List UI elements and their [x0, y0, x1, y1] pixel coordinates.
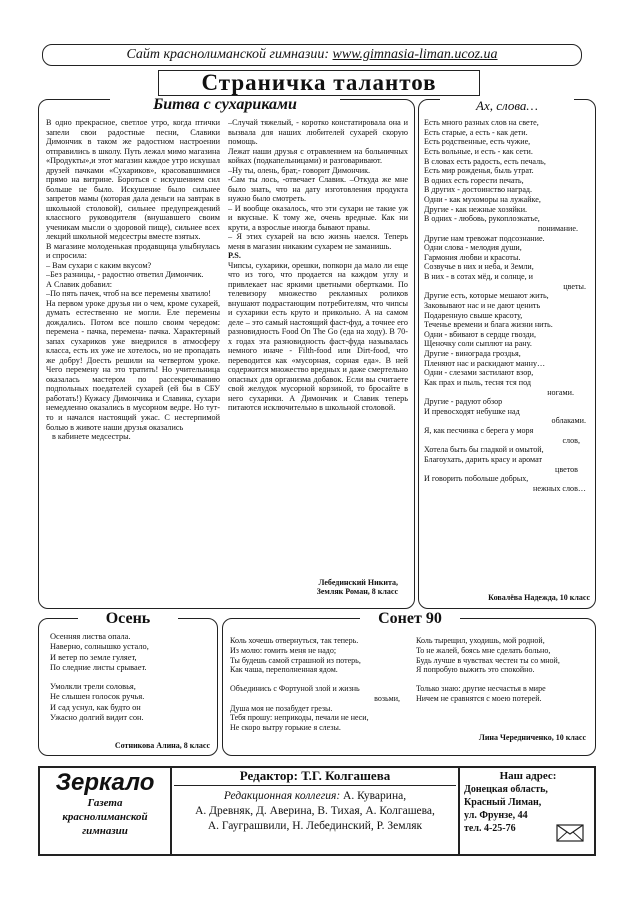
poem3-signature: Лина Чередниченко, 10 класс: [478, 733, 586, 742]
poem-line: Другие нам тревожат подсознание.: [424, 233, 545, 243]
board-line-1: [174, 789, 456, 804]
poem-line: Щеночку соли сыплют на рану.: [424, 339, 532, 349]
address-title: Наш адрес:: [499, 770, 557, 782]
poem-line: облаками.: [551, 416, 586, 426]
footer-divider-left: [170, 766, 172, 856]
poem1-signature: Ковалёва Надежда, 10 класс: [488, 593, 590, 602]
poem-line: понимание.: [538, 223, 578, 233]
board-names-1: А. Куварина,: [340, 790, 407, 802]
article-col1: [46, 118, 220, 603]
board-label: Редакционная коллегия:: [223, 790, 341, 802]
poem2-text: [50, 632, 212, 723]
page-title: Страничка талантов: [201, 70, 437, 95]
editor-line: Редактор: Т.Г. Колгашева: [174, 768, 456, 786]
footer-logo-block: [44, 770, 166, 838]
poem-line: цветов: [555, 464, 578, 474]
poem-line: Другие есть, которые мешают жить,: [424, 291, 549, 301]
paragraph: Лежат наши друзья с отравлением на больничных койках (подкапельницами) и разговаривают.: [228, 146, 408, 166]
poem-line: Будь лучше в чувствах честен ты со мной,: [416, 655, 560, 665]
poem-line: возьми,: [374, 693, 400, 703]
address-line-3: ул. Фрунзе, 44: [464, 810, 528, 821]
poem-line: В одних есть горести печать,: [424, 175, 524, 185]
poem3-col2: [416, 636, 592, 704]
article-signature: [228, 578, 398, 596]
poem-line: Есть родственные, есть чужие,: [424, 137, 531, 147]
board-line-3: А. Гауграшвили, Н. Лебединский, Р. Земляк: [207, 820, 423, 832]
poem-line: Есть много разных слов на свете,: [424, 118, 539, 127]
poem-line: В словах есть радость, есть печаль,: [424, 156, 546, 166]
newspaper-logo: Зеркало: [55, 769, 155, 796]
paragraph: В одно прекрасное, светлое утро, когда птички запели свои радостные песни, Славики Димончик в таком же радостном настроении отправились в школу. Путь лежал мимо магазина «Продукты»,и этот магазин каждое утро искушал друзей пачками «Сухариков», красовавшимися прямо на витрине. Бороться с искушением сил больше не было. Искушение было сильнее запретов мамы (которая дала деньги на завтрак в школьной столовой), сильнее предупреждений классного руководителя (внушавшего своим ученикам мысли о здоровой пище), сильнее всех лекций школьной медсестры вместе взятых.: [46, 118, 220, 242]
poem3-title: Сонет 90: [360, 610, 460, 628]
poem-line: Коль тырещил, уходишь, мой родной,: [416, 636, 545, 645]
poem-line: Одни - вбивают в сердце гвозди,: [424, 329, 537, 339]
poem-line: Есть старые, а есть - как дети.: [424, 127, 528, 137]
poem-line: Наверно, солнышко устало,: [50, 642, 149, 652]
poem-line: Пленяют нас и раскидают манну…: [424, 358, 546, 368]
logo-sub-3: гимназии: [82, 825, 128, 837]
poem-line: [416, 675, 592, 684]
address-phone: тел. 4-25-76: [464, 823, 516, 834]
poem2-title: Осень: [78, 610, 178, 628]
paragraph: А Славик добавил:: [46, 279, 113, 289]
poem-line: Теченье времени и блага жизни нить.: [424, 320, 553, 330]
logo-sub-1: Газета: [87, 797, 123, 809]
site-line: [42, 46, 582, 64]
poem-line: Осенняя листва опала.: [50, 632, 131, 641]
poem-line: Не слышен голосок ручья.: [50, 692, 145, 702]
paragraph: Чипсы, сухарики, орешки, попкорн да мало ли еще что из того, что продается на каждом углу и привлекает нас яркими цветными обертками. По телевизору множество рекламных роликов внушают подрастающим потребителям, что чипсы и сухарики есть круто и прикольно. А на самом деле – это самый настоящий фаст-фуд, а точнее его разновидность Food On The Go (еда на ходу). В 70-х годах эта разновидность фаст-фуда называлась немного иначе - Filth-food или Dirt-food, что переводится как «мусорная, сорная еда». В ней содержится множество вредных и даже смертельно опасных для организма добавок. Если вы считаете свой желудок мусорной корзиной, то бросайте в него сухарики. А Димончик и Славик теперь питаются исключительно в школьной столовой.: [228, 260, 408, 413]
poem3-col1: [230, 636, 410, 733]
poem-line: Объединись с Фортуной злой и жизнь: [230, 684, 360, 693]
poem-line: Ужасно долгий видит сон.: [50, 712, 144, 722]
poem1-text: [424, 118, 592, 588]
poem-line: В них - в сотах мёд, и солнце, и: [424, 272, 533, 281]
poem-line: Одни - слезами застилают взор,: [424, 368, 534, 378]
poem-line: Есть вольные, и есть - как сети.: [424, 146, 533, 156]
paragraph: – Вам сухари с каким вкусом?: [46, 260, 152, 270]
poem2-signature: Сотникова Алина, 8 класс: [114, 741, 210, 750]
footer-divider-right: [458, 766, 460, 856]
paragraph: P.S.: [228, 251, 241, 261]
poem-line: И ветер по земле гуляет,: [50, 652, 137, 662]
poem-line: Я попробую выжить это спокойно.: [416, 665, 535, 675]
poem-line: Одни - как мухоморы на лужайке,: [424, 195, 541, 204]
poem-line: Умолкли трели соловья,: [50, 682, 136, 691]
poem-line: Как прах и пыль, тесня тся под: [424, 377, 532, 387]
poem-line: Не скоро вытру горькие я слезы.: [230, 723, 341, 732]
poem-line: И говорить побольше добрых,: [424, 474, 529, 484]
poem-line: Из молю: гомить меня не надо;: [230, 645, 337, 655]
poem-line: Другие - винограда гроздья,: [424, 349, 521, 358]
site-url-link[interactable]: www.gimnasia-liman.ucoz.ua: [332, 47, 498, 62]
poem-line: ногами.: [547, 387, 574, 397]
poem-line: В одних - любовь, рукоплозкатье,: [424, 214, 540, 224]
paragraph: –Случай тяжелый, - коротко констатировала она и вызвала для наших любителей сухарей скорую помощь.: [228, 118, 408, 147]
poem-line: Ничем не сравнятся с моею потерей.: [416, 693, 542, 703]
article-author-2: Земляк Роман, 8 класс: [316, 587, 398, 596]
paragraph: –Без разницы, - радостно ответил Димончик.: [46, 270, 204, 280]
address-line-2: Красный Лиман,: [464, 797, 542, 808]
poem-line: И превосходят небушке над: [424, 406, 520, 416]
paragraph: В магазине молоденькая продавщица улыбнулась и спросила:: [46, 241, 220, 261]
footer-editorial: [174, 768, 456, 834]
poem-line: слов,: [562, 435, 580, 445]
poem-line: [230, 675, 410, 684]
poem-line: Другие - как нежные хозяйки.: [424, 204, 528, 214]
site-prefix: Сайт краснолиманской гимназии:: [126, 47, 333, 62]
poem-line: Подаренную свыше красоту,: [424, 310, 523, 320]
article-author-1: Лебединский Никита,: [318, 578, 398, 587]
poem-line: Созвучье в них и неба, и Земли,: [424, 262, 534, 272]
poem-line: И сад уснул, как будто он: [50, 702, 141, 712]
poem-line: Как чаша, переполненная ядом.: [230, 665, 338, 675]
poem-line: цветы.: [563, 281, 586, 291]
poem-line: Я, как песчинка с берега у моря: [424, 426, 534, 435]
envelope-icon: [556, 824, 584, 842]
paragraph: – Я этих сухарей на всю жизнь наелся. Теперь меня в магазин никаким сухарем не заманишь.: [228, 232, 408, 251]
poem-line: В других - достоинство наград.: [424, 185, 533, 195]
poem-line: То не жалей, боясь мне сделать больно,: [416, 645, 551, 655]
paragraph: – И вообще оказалось, что эти сухари не такие уж и вкусные. К тому же, очень вредные. Как ни крути, а взрослые иногда бывают правы.: [228, 203, 408, 232]
article-title: Битва с сухариками: [110, 96, 340, 114]
poem-line: Хотела быть бы гладкой и омытой,: [424, 445, 544, 455]
paragraph: –Ну ты, олень, брат,- говорит Димончик.: [228, 165, 371, 175]
paragraph: –По пять пачек, чтоб на все перемены хватило!: [46, 289, 211, 299]
poem-line: Только знаю: другие несчастья в мире: [416, 684, 546, 693]
poem-line: [50, 673, 212, 682]
paragraph: -Сам ты лось, -отвечает Славик. –Откуда же мне было знать, что на дату изготовления продукта нужно было смотреть.: [228, 175, 408, 204]
poem-line: нежных слов…: [533, 483, 586, 493]
poem-line: Заковывают нас и не дают ценить: [424, 300, 541, 310]
poem-line: Душа моя не позабудет грезы.: [230, 703, 333, 713]
poem-line: Одни слова - мелодия души,: [424, 243, 522, 253]
logo-sub-2: краснолиманской: [62, 811, 148, 823]
poem-line: Ты будешь самой страшной из потерь,: [230, 655, 361, 665]
poem-line: Тебя прошу: неприкоды, печали не неси,: [230, 713, 369, 723]
paragraph: в кабинете медсестры.: [52, 432, 131, 442]
poem1-title: Ах, слова…: [440, 98, 574, 114]
paragraph: На первом уроке друзья ни о чем, кроме сухарей, думать естественно не могли. Еле перемены дождались. Потом все пошло своим чередом: перемена - пачка, перемена- пачка. Характерный запах сухариков уже внедрился в атмосферу класса, есть их уже не хотелось, но не пропадать же добру! Доесть решили на четвертом уроке. Чего перемену на это тратить! Но учительница оказалась мастером по рассекречиванию подпольных поедателей сухарей (ей бы в СБУ работать!) Кужасу Димончика и Славика, сухари немедленно оказались в мусорном ведре. Но тут-то и начался настоящий ужас. С нестерпимой болью в животе наши друзья оказались: [46, 298, 220, 432]
poem-line: Есть мир рожденья, быль утрат.: [424, 166, 534, 176]
poem-line: Другие - радуют обзор: [424, 397, 503, 407]
poem-line: Благоухать, дарить красу и аромат: [424, 454, 543, 464]
board-line-2: А. Древняк, Д. Аверина, В. Тихая, А. Колгашева,: [195, 805, 435, 817]
poem-line: Гармония любви и красоты.: [424, 252, 521, 262]
article-col2: [228, 118, 408, 570]
poem-line: Коль хочешь отвернуться, так теперь.: [230, 636, 359, 645]
address-line-1: Донецкая область,: [464, 784, 548, 795]
poem-line: По следние листы срывает.: [50, 662, 147, 672]
